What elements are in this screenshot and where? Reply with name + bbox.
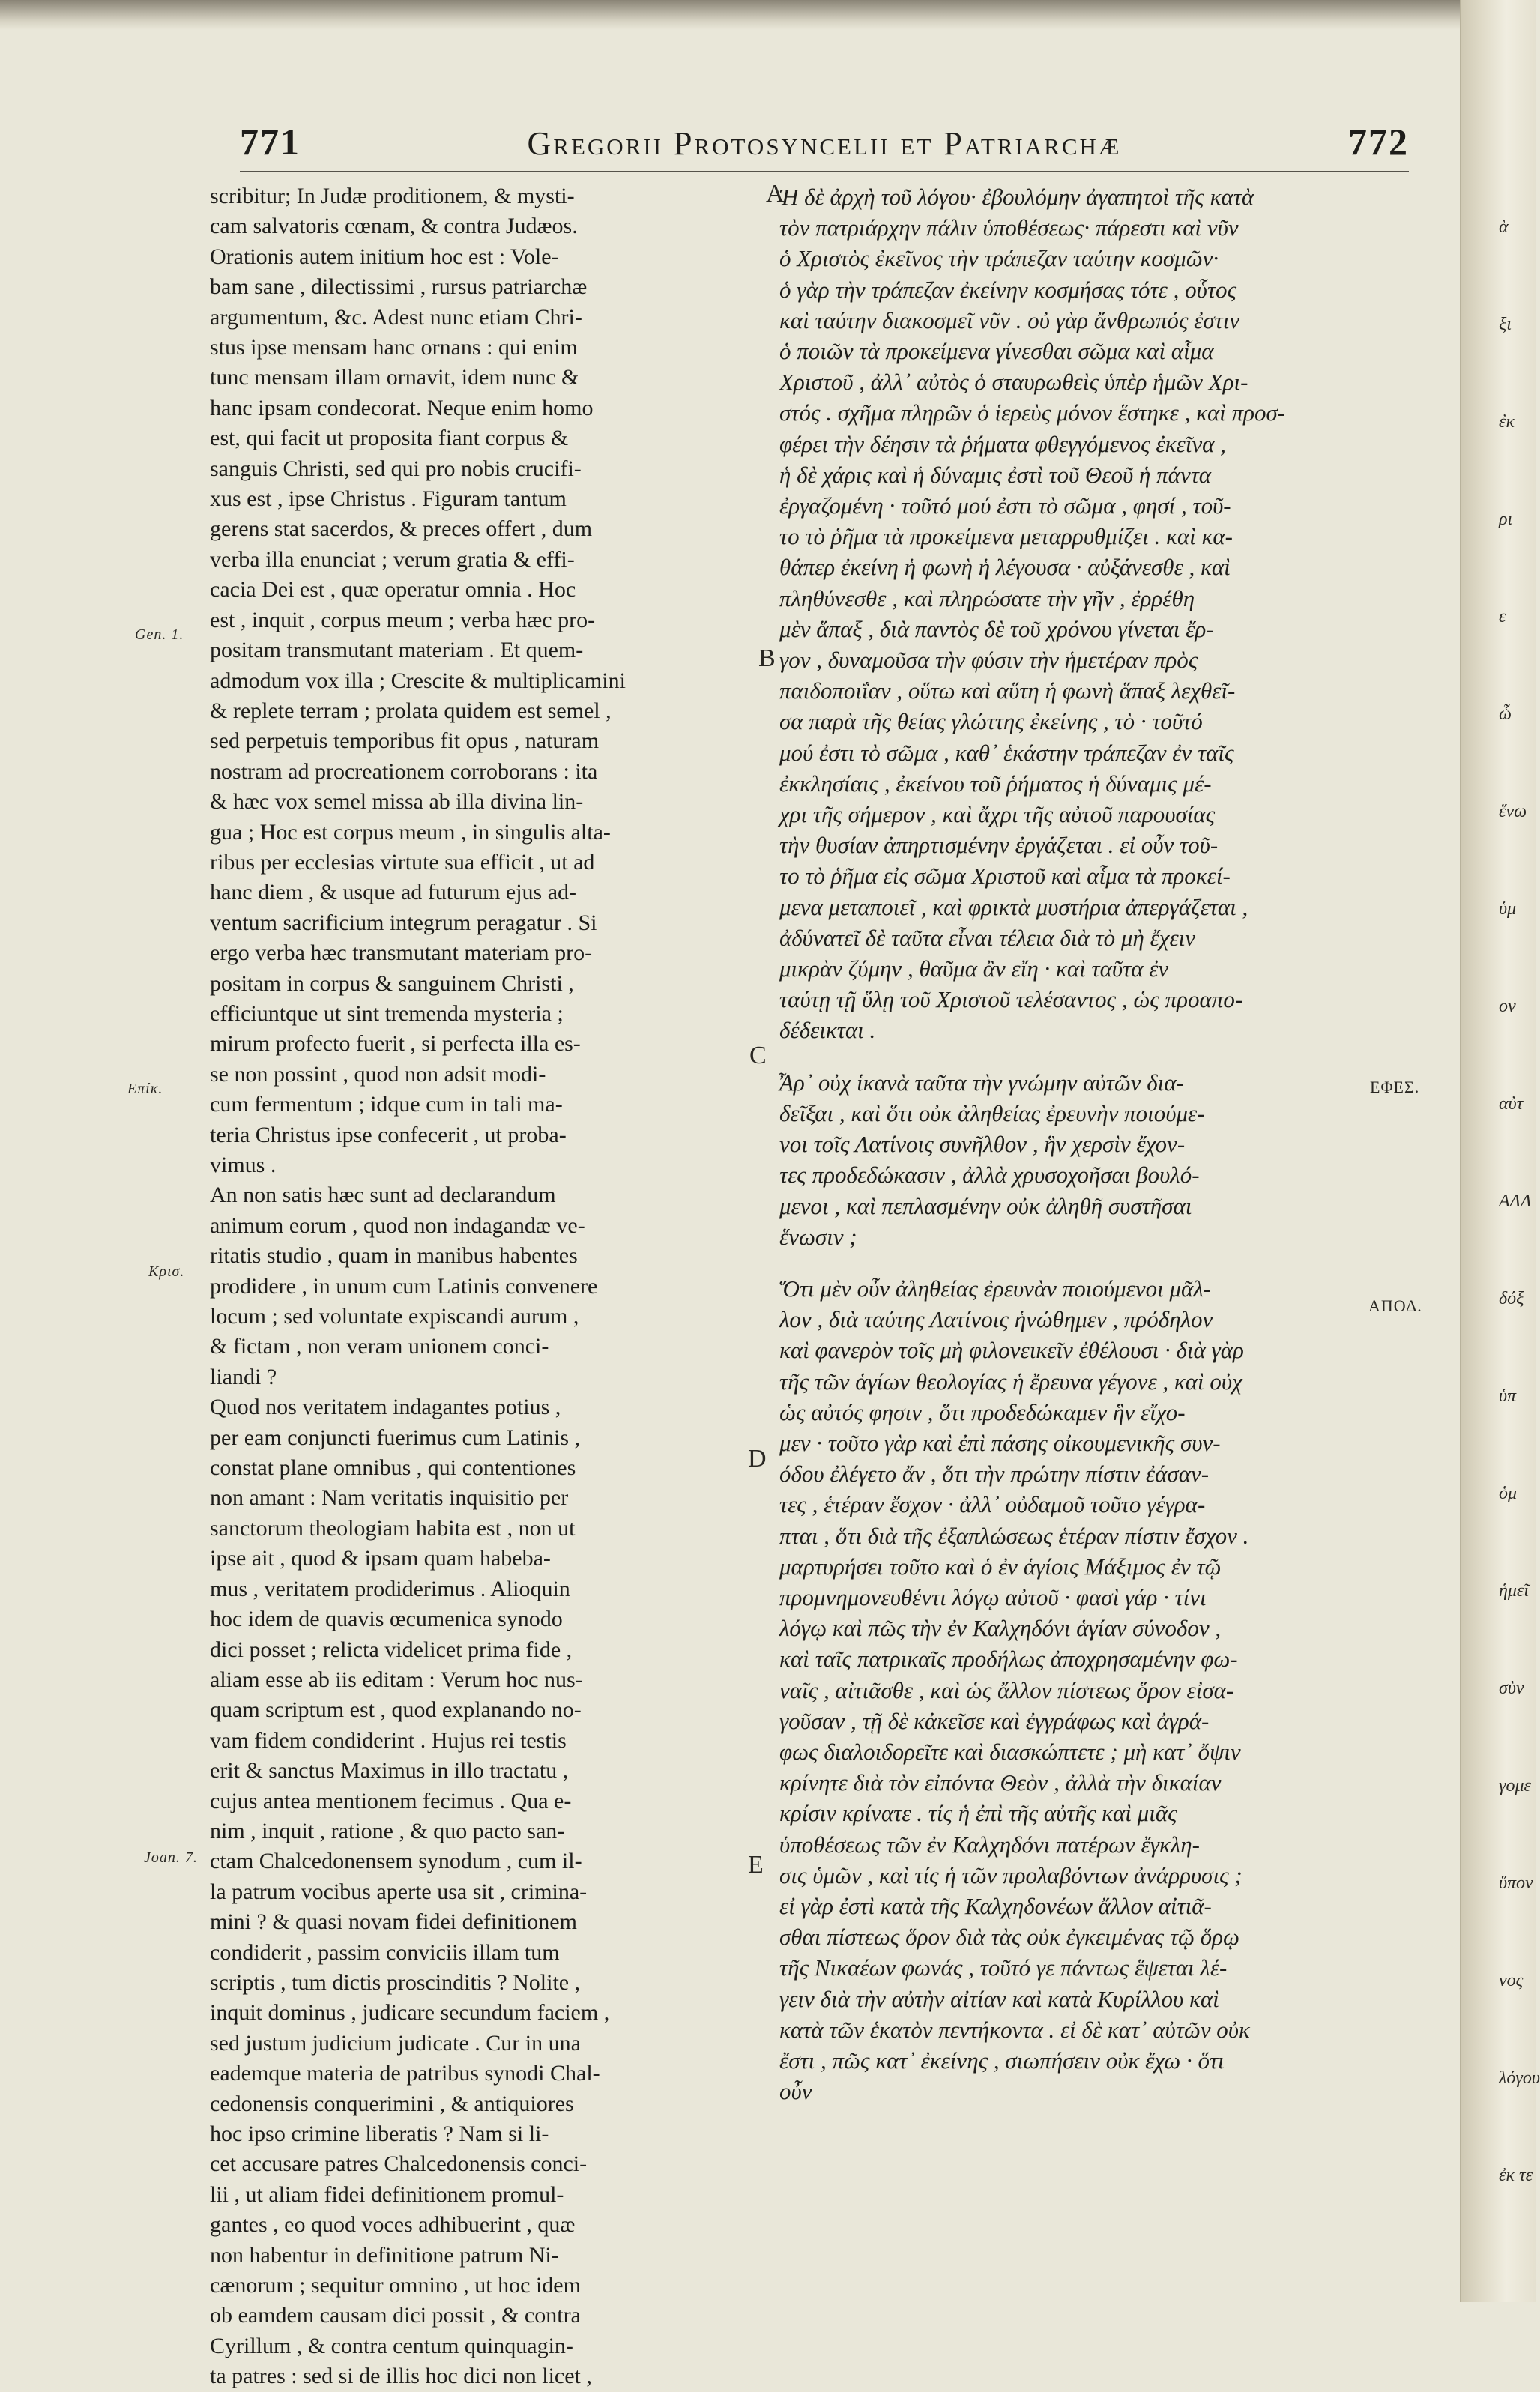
latin-line: per eam conjuncti fuerimus cum Latinis , [210, 1425, 581, 1450]
latin-line: cum fermentum ; idque cum in tali ma- [210, 1092, 563, 1117]
latin-line: hoc ipso crimine liberatis ? Nam si li- [210, 2121, 549, 2146]
greek-line: ἀδύνατεῖ δὲ ταῦτα εἶναι τέλεια διὰ τὸ μὴ ἔχειν [779, 924, 1196, 951]
greek-line: ὡς αὐτός φησιν , ὅτι προδεδώκαμεν ἣν εἴχο- [779, 1398, 1186, 1425]
greek-paragraph-gap [779, 1046, 1454, 1067]
latin-line: stus ipse mensam hanc ornans : qui enim [210, 335, 578, 360]
greek-line: δεῖξαι , καὶ ὅτι οὐκ ἀληθείας ἐρευνὴν ποιούμε- [779, 1099, 1205, 1126]
greek-line: στός . σχῆμα πληρῶν ὁ ἱερεὺς μόνον ἕστηκε , καὶ προσ- [779, 399, 1286, 426]
section-letter-c: C [749, 1042, 767, 1069]
greek-line: μαρτυρήσει τοῦτο καὶ ὁ ἐν ἁγίοις Μάξιμος ἐν τῷ [779, 1553, 1222, 1580]
greek-column [779, 181, 1454, 2106]
latin-line: scriptis , tum dictis proscinditis ? Nolite , [210, 1969, 581, 1995]
latin-line: ipse ait , quod & ipsam quam habeba- [210, 1546, 551, 1571]
edge-fragment: ὁμ [1499, 1484, 1518, 1503]
greek-line: ἐργαζομένη · τοῦτό μού ἐστι τὸ σῶμα , φησί , τοῦ- [779, 492, 1231, 519]
latin-line: eademque materia de patribus synodi Chal- [210, 2061, 600, 2086]
page-number-right: 772 [1348, 121, 1409, 163]
latin-line: argumentum, &c. Adest nunc etiam Chri- [210, 304, 582, 330]
latin-line: constat plane omnibus , qui contentiones [210, 1455, 576, 1481]
greek-line: ταύτῃ τῇ ὕλῃ τοῦ Χριστοῦ τελέσαντος , ὡς προαπο- [779, 986, 1243, 1013]
latin-line: efficiuntque ut sint tremenda mysteria ; [210, 1000, 564, 1026]
latin-line: scribitur; In Judæ proditionem, & mysti- [210, 184, 575, 208]
greek-line: κατὰ τῶν ἑκατὸν πεντήκοντα . εἰ δὲ κατ᾽ αὐτῶν οὐκ [779, 2016, 1250, 2043]
latin-line: cam salvatoris cœnam, & contra Judæos. [210, 214, 578, 239]
edge-fragment: νος [1499, 1971, 1524, 1990]
margin-note-gen: Gen. 1. [135, 626, 184, 643]
edge-fragment: λόγου [1499, 2068, 1540, 2088]
latin-line: cet accusare patres Chalcedonensis conci- [210, 2151, 588, 2177]
latin-line: vimus . [210, 1153, 277, 1177]
edge-fragment: ἕνω [1499, 802, 1527, 821]
latin-line: ta patres : sed si de illis hoc dici non licet , [210, 2364, 592, 2389]
page-top-shadow [0, 0, 1535, 30]
edge-fragment: ον [1499, 997, 1516, 1016]
section-letter-a: A [766, 180, 785, 208]
edge-fragment: ὕπον [1499, 1873, 1533, 1893]
latin-line: sed perpetuis temporibus fit opus , naturam [210, 728, 600, 754]
greek-line: Ὅτι μὲν οὖν ἀληθείας ἐρευνὰν ποιούμενοι μᾶλ- [779, 1275, 1212, 1302]
greek-line: ὑποθέσεως τῶν ἐν Καλχηδόνι πατέρων ἔγκλη- [779, 1831, 1200, 1858]
latin-line: quam scriptum est , quod explanando no- [210, 1697, 582, 1723]
greek-line: καὶ φανερὸν τοῖς μὴ φιλονεικεῖν ἐθέλουσι · διὰ γὰρ [779, 1337, 1244, 1364]
latin-line: nostram ad procreationem corroborans : ita [210, 758, 598, 784]
greek-line: ἕνωσιν ; [779, 1223, 857, 1250]
latin-line: cacia Dei est , quæ operatur omnia . Hoc [210, 577, 576, 602]
greek-line: εἰ γὰρ ἐστὶ κατὰ τῆς Καλχηδονέων ἄλλον αἰτιᾶ- [779, 1892, 1212, 1919]
greek-line: φως διαλοιδορεῖτε καὶ διασκώπτετε ; μὴ κατ᾽ ὄψιν [779, 1738, 1241, 1765]
greek-line: δέδεικται . [779, 1017, 876, 1044]
greek-line: Ἡ δὲ ἀρχὴ τοῦ λόγου· ἐβουλόμην ἀγαπητοὶ τῆς κατὰ [779, 184, 1254, 210]
greek-line: κρίνητε διὰ τὸν εἰπόντα Θεὸν , ἀλλὰ τὴν δικαίαν [779, 1769, 1222, 1796]
greek-line: λον , διὰ ταύτης Λατίνοις ἡνώθημεν , πρόδηλον [779, 1306, 1213, 1333]
edge-fragment: ἡμεῖ [1499, 1581, 1530, 1601]
greek-line: τὸν πατριάρχην πάλιν ὑποθέσεως· πάρεστι καὶ νῦν [779, 214, 1239, 241]
book-gutter [1460, 0, 1536, 2302]
margin-note-joan: Joan. 7. [144, 1849, 198, 1866]
greek-line: γοῦσαν , τῇ δὲ κἀκεῖσε καὶ ἐγγράφως καὶ ἀγρά- [779, 1707, 1210, 1734]
greek-line: ναῖς , αἰτιᾶσθε , καὶ ὡς ἄλλον πίστεως ὅρον εἰσα- [779, 1676, 1234, 1703]
greek-line: ὁ γὰρ τὴν τράπεζαν ἐκείνην κοσμήσας τότε , οὗτος [779, 276, 1237, 303]
latin-line: non habentur in definitione patrum Ni- [210, 2242, 559, 2268]
latin-line: non amant : Nam veritatis inquisitio per [210, 1485, 569, 1511]
greek-line: τῆς Νικαέων φωνάς , τοῦτό γε πάντως ἕψεται λέ- [779, 1954, 1228, 1981]
greek-line: ὁ ποιῶν τὰ προκείμενα γίνεσθαι σῶμα καὶ αἷμα [779, 338, 1214, 365]
margin-note-apod: ΑΠΟΔ. [1368, 1296, 1422, 1315]
greek-line: σις ὑμῶν , καὶ τίς ἡ τῶν προλαβόντων ἀνάρρυσις ; [779, 1861, 1242, 1888]
latin-line: & replete terram ; prolata quidem est semel , [210, 698, 612, 723]
latin-line: vam fidem condiderint . Hujus rei testis [210, 1727, 567, 1753]
latin-line: ventum sacrificium integrum peragatur . Si [210, 910, 597, 935]
latin-line: est , inquit , corpus meum ; verba hæc pro- [210, 607, 596, 632]
greek-line: οὖν [779, 2078, 812, 2105]
latin-line: positam in corpus & sanguinem Christi , [210, 970, 574, 996]
greek-line: μεν · τοῦτο γὰρ καὶ ἐπὶ πάσης οἰκουμενικῆς συν- [779, 1429, 1221, 1456]
latin-line: teria Christus ipse confecerit , ut proba- [210, 1122, 567, 1147]
latin-line: bam sane , dilectissimi , rursus patriarchæ [210, 274, 588, 300]
latin-line: sed justum judicium judicate . Cur in una [210, 2030, 581, 2056]
latin-line: cedonensis conquerimini , & antiquiores [210, 2091, 574, 2116]
greek-line: τες , ἑτέραν ἔσχον · ἀλλ᾽ οὐδαμοῦ τοῦτο γέγρα- [779, 1491, 1206, 1518]
latin-line: cujus antea mentionem fecimus . Qua e- [210, 1788, 572, 1813]
latin-line: locum ; sed voluntate expiscandi aurum , [210, 1304, 579, 1329]
latin-line: hanc ipsam condecorat. Neque enim homo [210, 395, 594, 420]
latin-line: positam transmutant materiam . Et quem- [210, 638, 584, 663]
latin-line: aliam esse ab iis editam : Verum hoc nus- [210, 1667, 583, 1692]
header-rule [240, 171, 1409, 172]
greek-paragraph-gap [779, 1252, 1454, 1273]
greek-line: ὁ Χριστὸς ἐκεῖνος τὴν τράπεζαν ταύτην κοσμῶν· [779, 245, 1219, 272]
latin-line: dici posset ; relicta videlicet prima fide , [210, 1637, 573, 1662]
greek-line: τῆς τῶν ἁγίων θεολογίας ἡ ἔρευνα γέγονε , καὶ οὐχ [779, 1368, 1242, 1395]
greek-line: πληθύνεσθε , καὶ πληρώσατε τὴν γῆν , ἐρρέθη [779, 585, 1195, 611]
latin-line: liandi ? [210, 1364, 277, 1389]
edge-fragment: ὰ [1499, 217, 1509, 237]
greek-line: το τὸ ῥῆμα εἰς σῶμα Χριστοῦ καὶ αἷμα τὰ προκεί- [779, 863, 1231, 890]
greek-line: προμνημονευθέντι λόγῳ αὐτοῦ · φασὶ γάρ · τίνι [779, 1583, 1207, 1610]
edge-fragment: ἐκ [1499, 412, 1515, 432]
latin-line: inquit dominus , judicare secundum faciem , [210, 2000, 610, 2026]
edge-fragment: ε [1499, 607, 1506, 626]
latin-line: gua ; Hoc est corpus meum , in singulis alta- [210, 819, 611, 845]
latin-line: ctam Chalcedonensem synodum , cum il- [210, 1849, 582, 1874]
greek-line: λόγῳ καὶ πῶς τὴν ἐν Καλχηδόνι ἁγίαν σύνοδον , [779, 1615, 1222, 1642]
edge-fragment: γομε [1499, 1776, 1531, 1795]
margin-note-kris: Κρισ. [148, 1263, 185, 1280]
greek-line: πται , ὅτι διὰ τῆς ἐξαπλώσεως ἑτέραν πίστιν ἔσχον . [779, 1522, 1249, 1549]
latin-line: An non satis hæc sunt ad declarandum [210, 1183, 556, 1208]
section-letter-d: D [748, 1445, 767, 1473]
page-number-left: 771 [240, 121, 301, 163]
latin-line: mus , veritatem prodiderimus . Alioquin [210, 1576, 570, 1601]
book-page [30, 67, 1454, 2389]
greek-line: μενοι , καὶ πεπλασμένην οὐκ ἀληθῆ συστῆσαι [779, 1192, 1192, 1219]
greek-line: μενα μεταποιεῖ , καὶ φρικτὰ μυστήρια ἀπεργάζεται , [779, 893, 1248, 920]
latin-line: hoc idem de quavis œcumenica synodo [210, 1607, 563, 1632]
latin-line: animum eorum , quod non indagandæ ve- [210, 1212, 585, 1238]
greek-line: γειν διὰ τὴν αὐτὴν αἰτίαν καὶ κατὰ Κυρίλλου καὶ [779, 1985, 1219, 2012]
latin-line: ergo verba hæc transmutant materiam pro- [210, 940, 593, 966]
latin-line: Quod nos veritatem indagantes potius , [210, 1395, 561, 1420]
greek-line: σθαι πίστεως ὅρον διὰ τὰς οὐκ ἐγκειμένας τῷ ὅρῳ [779, 1924, 1239, 1951]
edge-fragment: ὑπ [1499, 1386, 1517, 1406]
latin-line: cænorum ; sequitur omnino , ut hoc idem [210, 2273, 581, 2298]
greek-line: θάπερ ἐκείνη ἡ φωνὴ ἡ λέγουσα · αὐξάνεσθε , καὶ [779, 554, 1231, 581]
greek-line: χρι τῆς σήμερον , καὶ ἄχρι τῆς αὐτοῦ παρουσίας [779, 801, 1216, 828]
latin-line: sanguis Christi, sed qui pro nobis crucifi- [210, 456, 582, 481]
latin-line: se non possint , quod non adsit modi- [210, 1061, 546, 1087]
greek-line: το τὸ ῥῆμα τὰ προκείμενα μεταρρυθμίζει . καὶ κα- [779, 523, 1233, 550]
latin-line: prodidere , in unum cum Latinis convenere [210, 1273, 598, 1299]
latin-line: & fictam , non veram unionem conci- [210, 1334, 549, 1359]
edge-fragment: ρι [1499, 510, 1513, 529]
greek-line: καὶ ταύτην διακοσμεῖ νῦν . οὐ γὰρ ἄνθρωπός ἐστιν [779, 306, 1240, 333]
latin-line: Cyrillum , & contra centum quinquagin- [210, 2333, 573, 2358]
greek-line: σα παρὰ τῆς θείας γλώττης ἐκείνης , τὸ · τοῦτό [779, 708, 1203, 735]
edge-fragment: ΑΛΛ [1499, 1192, 1532, 1211]
greek-line: μού ἐστι τὸ σῶμα , καθ᾽ ἑκάστην τράπεζαν ἐν ταῖς [779, 739, 1234, 766]
greek-line: όδου ἐλέγετο ἄν , ὅτι τὴν πρώτην πίστιν ἐάσαν- [779, 1461, 1210, 1488]
edge-fragment: ξι [1499, 315, 1512, 334]
greek-line: Χριστοῦ , ἀλλ᾽ αὐτὸς ὁ σταυρωθεὶς ὑπὲρ ἡμῶν Χρι- [779, 369, 1248, 396]
section-letter-e: E [748, 1851, 764, 1879]
latin-line: nim , inquit , ratione , & quo pacto san- [210, 1818, 565, 1843]
edge-fragment: αὐτ [1499, 1094, 1524, 1114]
greek-line: νοι τοῖς Λατίνοις συνῆλθον , ἣν χερσὶν ἔχον- [779, 1131, 1186, 1158]
greek-line: ἐκκλησίαις , ἐκείνου τοῦ ῥήματος ἡ δύναμις μέ- [779, 770, 1212, 797]
greek-line: τες προδεδώκασιν , ἀλλὰ χρυσοχοῆσαι βουλό- [779, 1162, 1200, 1189]
latin-line: sanctorum theologiam habita est , non ut [210, 1515, 576, 1541]
greek-line: μικρὰν ζύμην , θαῦμα ἂν εἴη · καὶ ταῦτα ἐν [779, 955, 1169, 982]
greek-line: καὶ ταῖς πατρικαῖς προδήλως ἀποχρησαμένην φω- [779, 1646, 1238, 1673]
greek-line: τὴν θυσίαν ἀπηρτισμένην ἐργάζεται . εἰ οὖν τοῦ- [779, 832, 1219, 859]
running-title: Gregorii Protosyncelii et Patriarchæ [527, 125, 1122, 162]
greek-line: Ἆρ᾽ οὐχ ἱκανὰ ταῦτα τὴν γνώμην αὐτῶν δια- [779, 1069, 1184, 1096]
latin-line: mirum profecto fuerit , si perfecta illa es- [210, 1031, 581, 1057]
latin-line: ribus per ecclesias virtute sua efficit , ut ad [210, 849, 595, 875]
latin-column [210, 181, 764, 2392]
latin-line: Orationis autem initium hoc est : Vole- [210, 244, 559, 269]
edge-fragment: δόξ [1499, 1289, 1524, 1308]
latin-line: xus est , ipse Christus . Figuram tantum [210, 486, 567, 512]
latin-line: gerens stat sacerdos, & preces offert , dum [210, 516, 593, 542]
edge-fragment: ἐκ τε [1499, 2166, 1533, 2185]
greek-line: μὲν ἅπαξ , διὰ παντὸς δὲ τοῦ χρόνου γίνεται ἔρ- [779, 615, 1214, 642]
latin-line: est, qui facit ut proposita fiant corpus & [210, 426, 569, 451]
latin-line: tunc mensam illam ornavit, idem nunc & [210, 365, 579, 390]
latin-line: erit & sanctus Maximus in illo tractatu , [210, 1758, 569, 1784]
margin-note-ephes: ΕΦΕΣ. [1370, 1078, 1420, 1096]
edge-fragment: σὺν [1499, 1679, 1524, 1698]
greek-line: ἡ δὲ χάρις καὶ ἡ δύναμις ἐστὶ τοῦ Θεοῦ ἡ πάντα [779, 461, 1212, 488]
greek-line: κρίσιν κρίνατε . τίς ἡ ἐπὶ τῆς αὐτῆς καὶ μιᾶς [779, 1800, 1177, 1827]
edge-fragment: ὑμ [1499, 899, 1517, 919]
edge-fragment: ὧ [1499, 704, 1512, 724]
latin-line: ritatis studio , quam in manibus habentes [210, 1243, 578, 1269]
latin-line: hanc diem , & usque ad futurum ejus ad- [210, 880, 577, 905]
latin-line: verba illa enunciat ; verum gratia & effi- [210, 546, 575, 572]
latin-line: la patrum vocibus aperte usa sit , crimina- [210, 1879, 588, 1904]
latin-line: gantes , eo quod voces adhibuerint , quæ [210, 2212, 576, 2238]
latin-line: condiderit , passim conviciis illam tum [210, 1939, 560, 1965]
section-letter-b: B [758, 644, 776, 672]
greek-line: ἔστι , πῶς κατ᾽ ἐκείνης , σιωπήσειν οὐκ ἔχω · ὅτι [779, 2047, 1225, 2074]
margin-note-epik: Επίκ. [127, 1081, 163, 1097]
latin-line: mini ? & quasi novam fidei definitionem [210, 1909, 577, 1935]
latin-line: & hæc vox semel missa ab illa divina lin- [210, 789, 584, 815]
latin-line: lii , ut aliam fidei definitionem promul- [210, 2181, 564, 2207]
greek-line: φέρει τὴν δέησιν τὰ ῥήματα φθεγγόμενος ἐκεῖνα , [779, 430, 1226, 457]
latin-line: ob eamdem causam dici possit , & contra [210, 2303, 581, 2328]
greek-line: γον , δυναμοῦσα τὴν φύσιν τὴν ἡμετέραν πρὸς [779, 647, 1198, 674]
greek-line: παιδοποιΐαν , οὕτω καὶ αὕτη ἡ φωνὴ ἅπαξ λεχθεῖ- [779, 677, 1236, 704]
latin-line: admodum vox illa ; Crescite & multiplicamini [210, 668, 626, 693]
